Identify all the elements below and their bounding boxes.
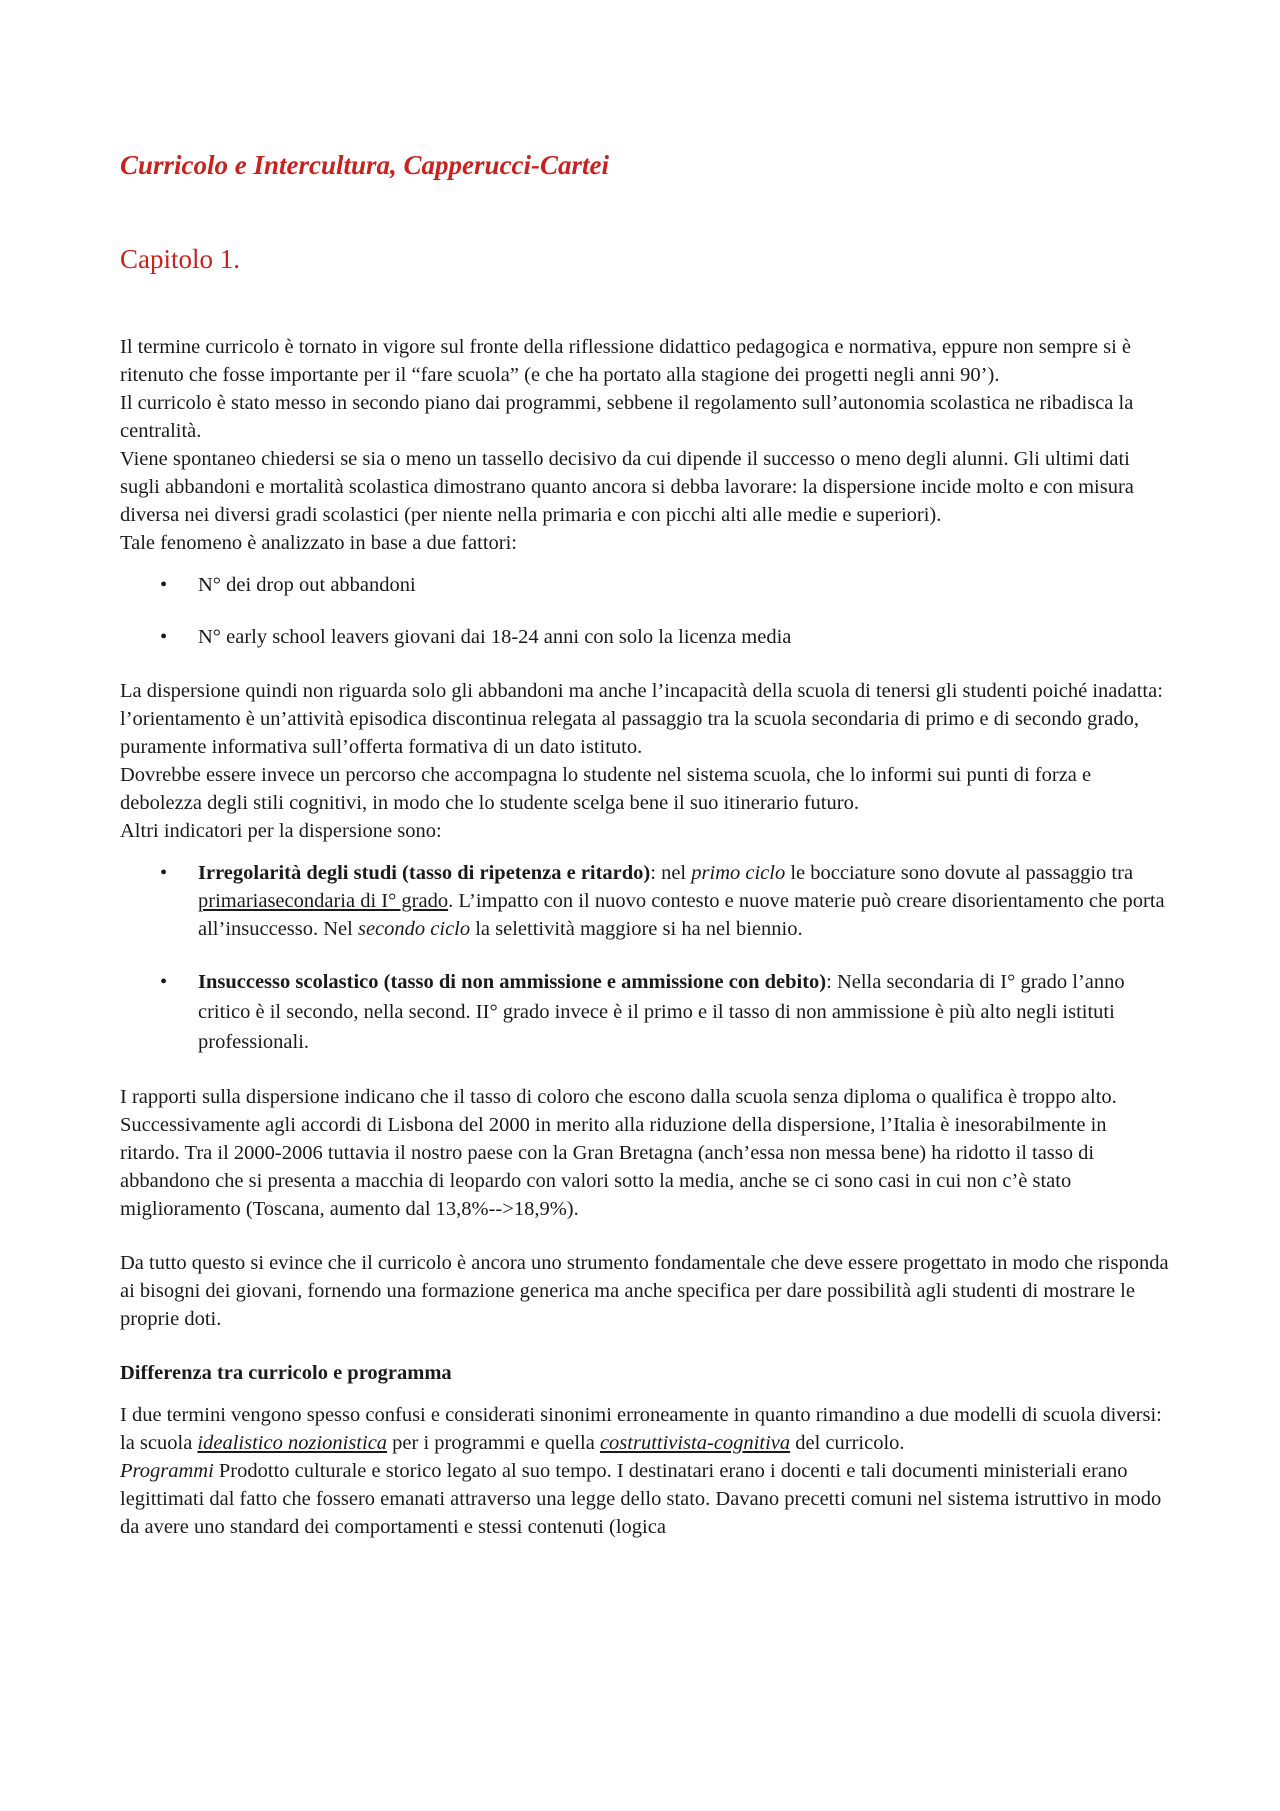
document-title: Curricolo e Intercultura, Capperucci-Cartei <box>120 150 610 180</box>
paragraph: I due termini vengono spesso confusi e considerati sinonimi erroneamente in quanto rimandino a due modelli di scuola diversi: la scuola idealistico nozionistica per i programmi e quella costruttivista-cognitiva del curricolo. <box>120 1404 1162 1454</box>
factors-list <box>120 571 1170 651</box>
paragraph: Programmi Prodotto culturale e storico legato al suo tempo. I destinatari erano i docenti e tali documenti ministeriali erano legittimati dal fatto che fossero emanati attraverso una legge dello stato. Davano precetti comuni nel sistema istruttivo in modo da avere uno standard dei comportamenti e stessi contenuti (logica <box>120 1460 1162 1538</box>
section-heading: Differenza tra curricolo e programma <box>120 1362 452 1384</box>
bullet-icon: • <box>160 971 168 993</box>
list-item <box>120 571 1170 599</box>
list-item-text: Insuccesso scolastico (tasso di non ammissione e ammissione con debito): Nella secondaria di I° grado l’anno critico è il secondo, nella second. II° grado invece è il primo e il tasso di non ammissione è più alto negli istituti professionali. <box>198 971 1125 1053</box>
paragraph: La dispersione quindi non riguarda solo gli abbandoni ma anche l’incapacità della scuola di tenersi gli studenti poiché inadatta: l’orientamento è un’attività episodica discontinua relegata al passaggio tra la scuola secondaria di primo e di secondo grado, puramente informativa sull’offerta formativa di un dato istituto. <box>120 680 1163 758</box>
list-item <box>120 623 1170 651</box>
list-item-text: N° early school leavers giovani dai 18-24 anni con solo la licenza media <box>198 626 792 648</box>
paragraph: Il curricolo è stato messo in secondo piano dai programmi, sebbene il regolamento sull’autonomia scolastica ne ribadisca la centralità. <box>120 392 1134 442</box>
paragraph: I rapporti sulla dispersione indicano che il tasso di coloro che escono dalla scuola senza diploma o qualifica è troppo alto. Successivamente agli accordi di Lisbona del 2000 in merito alla riduzione della dispersione, l’Italia è inesorabilmente in ritardo. Tra il 2000-2006 tuttavia il nostro paese con la Gran Bretagna (anch’essa non messa bene) ha ridotto il tasso di abbandono che si presenta a macchia di leopardo con valori sotto la media, anche se ci sono casi in cui non c’è stato miglioramento (Toscana, aumento dal 13,8%-->18,9%). <box>120 1086 1117 1220</box>
paragraph: Viene spontaneo chiedersi se sia o meno un tassello decisivo da cui dipende il successo o meno degli alunni. Gli ultimi dati sugli abbandoni e mortalità scolastica dimostrano quanto ancora si debba lavorare: la dispersione incide molto e con misura diversa nei diversi gradi scolastici (per niente nella primaria e con picchi alti alle medie e superiori). <box>120 448 1134 526</box>
paragraph: Tale fenomeno è analizzato in base a due fattori: <box>120 532 517 554</box>
bullet-icon: • <box>160 862 168 884</box>
paragraph: Da tutto questo si evince che il curricolo è ancora uno strumento fondamentale che deve essere progettato in modo che risponda ai bisogni dei giovani, fornendo una formazione generica ma anche specifica per dare possibilità agli studenti di mostrare le proprie doti. <box>120 1252 1169 1330</box>
bullet-icon: • <box>160 626 168 648</box>
paragraph: Altri indicatori per la dispersione sono: <box>120 820 442 842</box>
list-item-text: N° dei drop out abbandoni <box>198 574 416 596</box>
chapter-heading: Capitolo 1. <box>120 244 240 274</box>
paragraph: Il termine curricolo è tornato in vigore sul fronte della riflessione didattico pedagogica e normativa, eppure non sempre si è ritenuto che fosse importante per il “fare scuola” (e che ha portato alla stagione dei progetti negli anni 90’). <box>120 336 1131 386</box>
paragraph: Dovrebbe essere invece un percorso che accompagna lo studente nel sistema scuola, che lo informi sui punti di forza e debolezza degli stili cognitivi, in modo che lo studente scelga bene il suo itinerario futuro. <box>120 764 1092 814</box>
bullet-icon: • <box>160 574 168 596</box>
list-item <box>120 859 1170 943</box>
list-item <box>120 967 1170 1057</box>
document-body <box>120 333 1170 1541</box>
list-item-text: Irregolarità degli studi (tasso di ripetenza e ritardo): nel primo ciclo le bocciature sono dovute al passaggio tra primariasecondaria di I° grado. L’impatto con il nuovo contesto e nuove materie può creare disorientamento che porta all’insuccesso. Nel secondo ciclo la selettività maggiore si ha nel biennio. <box>198 862 1165 940</box>
indicators-list <box>120 859 1170 1057</box>
